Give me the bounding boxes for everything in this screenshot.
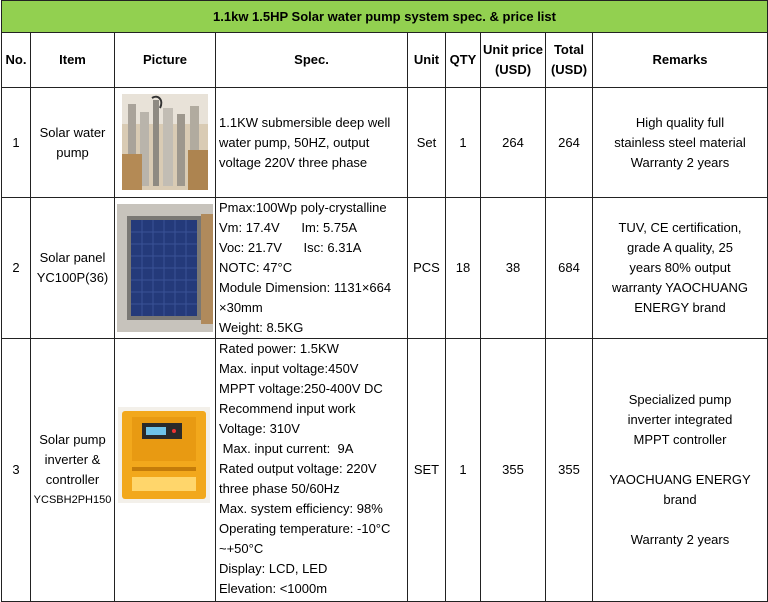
- price-table: [1, 0, 768, 602]
- row-item: Solar water pump: [31, 88, 115, 198]
- row-no: 2: [2, 198, 31, 339]
- table-row: [2, 88, 768, 198]
- header-remarks: Remarks: [593, 33, 768, 88]
- header-total: Total (USD): [546, 33, 593, 88]
- pump-photo-icon: [122, 94, 208, 190]
- row-unit-price: 355: [481, 339, 546, 602]
- row-unit-price: 264: [481, 88, 546, 198]
- row-spec: Rated power: 1.5KW Max. input voltage:450V MPPT voltage:250-400V DC Recommend input work Voltage: 310V Max. input current: 9A Rated output voltage: 220V three phase 50/60Hz Max. system efficiency: 98% Operating temperature: -10°C ~+50°C Display: LCD, LED Elevation: <1000m: [216, 339, 408, 602]
- header-unit-price: Unit price (USD): [481, 33, 546, 88]
- row-remarks: High quality full stainless steel material Warranty 2 years: [593, 88, 768, 198]
- row-unit: PCS: [408, 198, 446, 339]
- header-unit: Unit: [408, 33, 446, 88]
- row-remarks: TUV, CE certification, grade A quality, 25 years 80% output warranty YAOCHUANG ENERGY brand: [593, 198, 768, 339]
- row-total: 355: [546, 339, 593, 602]
- table-row: [2, 339, 768, 602]
- row-picture: [115, 198, 216, 339]
- row-unit: SET: [408, 339, 446, 602]
- row-total: 264: [546, 88, 593, 198]
- row-no: 3: [2, 339, 31, 602]
- row-total: 684: [546, 198, 593, 339]
- table-row: [2, 198, 768, 339]
- row-qty: 1: [446, 88, 481, 198]
- solar-panel-photo-icon: [117, 204, 213, 332]
- row-no: 1: [2, 88, 31, 198]
- header-spec: Spec.: [216, 33, 408, 88]
- header-picture: Picture: [115, 33, 216, 88]
- row-picture: [115, 339, 216, 602]
- row-remarks: Specialized pump inverter integrated MPPT controller YAOCHUANG ENERGY brand Warranty 2 years: [593, 339, 768, 602]
- row-qty: 18: [446, 198, 481, 339]
- row-qty: 1: [446, 339, 481, 602]
- inverter-photo-icon: [118, 407, 210, 503]
- row-unit: Set: [408, 88, 446, 198]
- header-item: Item: [31, 33, 115, 88]
- row-spec: 1.1KW submersible deep well water pump, 50HZ, output voltage 220V three phase: [216, 88, 408, 198]
- header-no: No.: [2, 33, 31, 88]
- header-qty: QTY: [446, 33, 481, 88]
- row-item: Solar pump inverter & controller YCSBH2PH150: [31, 339, 115, 602]
- table-title: 1.1kw 1.5HP Solar water pump system spec. & price list: [2, 1, 768, 33]
- row-item: Solar panel YC100P(36): [31, 198, 115, 339]
- row-picture: [115, 88, 216, 198]
- row-spec: Pmax:100Wp poly-crystalline Vm: 17.4V Im: 5.75A Voc: 21.7V Isc: 6.31A NOTC: 47°C Module Dimension: 1131×664 ×30mm Weight: 8.5KG: [216, 198, 408, 339]
- row-unit-price: 38: [481, 198, 546, 339]
